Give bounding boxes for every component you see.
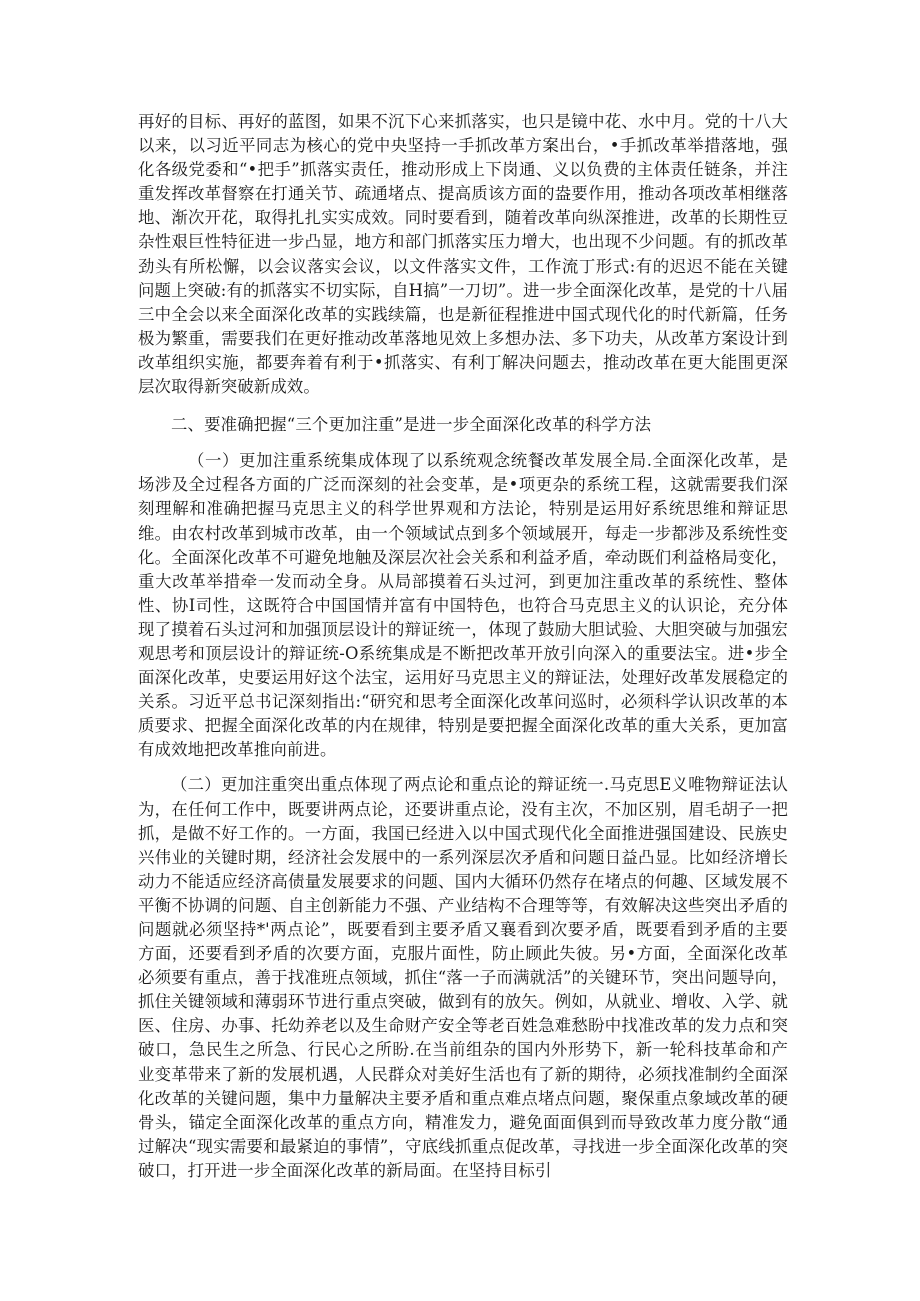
paragraph-system-integration: （一）更加注重系统集成体现了以系统观念统餐改革发展全局.全面深化改革，是场涉及全过程各方面的广泛而深刻的社会变革，是•项更杂的系统工程，这就需要我们深刻理解和准确把握马克思主义的科学世界观和方法论，特别是运用好系统思维和辩证思维。由农村改革到城市改革，由一个领域试点到多个领域展开，每走一步都涉及系统性变化。全面深化改革不可避免地触及深层次社会关系和利益矛盾，牵动既们利益格局变化，重大改革举措牵一发而动全身。从局部摸着石头过河，到更加注重改革的系统性、整体性、协I司性，这既符合中国国情并富有中国特色，也符合马克思主义的认识论，充分体现了摸着石头过河和加强顶层设计的辩证统一，体现了鼓励大胆试验、大胆突破与加强宏观思考和顶层设计的辩证统-O系统集成是不断把改革开放引向深入的重要法宝。进•步全面深化改革，史要运用好这个法宝，运用好马克思主义的辩证法，处理好改革发展稳定的关系。习近平总书记深刻指出:“研究和思考全面深化改革问巡时，必须科学认识改革的本质要求、把握全面深化改革的内在规律，特别是要把握全面深化改革的重大关系，更加富有成效地把改革推向前进。 xyxy=(138,451,788,760)
section-heading: 二、要准确把握“三个更加注重”是进一步全面深化改革的科学方法 xyxy=(171,415,652,435)
document-page xyxy=(138,110,788,1183)
paragraph-key-priorities: （二）更加注重突出重点体现了两点论和重点论的辩证统一.马克思E义唯物辩证法认为，在任何工作中，既要讲两点论，还要讲重点论，没有主次，不加区别，眉毛胡子一把抓，是做不好工作的。一方面，我国已经进入以中国式现代化全面推进强国建设、民族史兴伟业的关键时期，经济社会发展中的一系列深层次矛盾和问题日益凸显。比如经济增长动力不能适应经济高债量发展要求的问题、国内大循环仍然存在堵点的何趣、区域发展不平衡不协调的问题、自主创新能力不强、产业结构不合理等等，有效解决这些突出矛盾的问题就必须坚持*'两点论”，既要看到主要矛盾又襄看到次要矛盾，既要看到矛盾的主要方面，还要看到矛盾的次要方面，克服片面性，防止顾此失彼。另•方面，全面深化改革必须要有重点，善于找准班点领域，抓住“落一子而满就活”的关键环节，突出问题导向，抓住关键领域和薄弱环节进行重点突破，做到有的放矢。例如，从就业、增收、入学、就医、住房、办事、托幼养老以及生命财产安全等老百姓急难愁盼中找准改革的发力点和突破口，急民生之所急、行民心之所盼.在当前组杂的国内外形势下，新一轮科技革命和产业变革带来了新的发展机遇，人民群众对美好生活也有了新的期待，必须找准制约全面深化改革的关键问题，集中力量解决主要矛盾和重点难点堵点问题，聚保重点象域改革的硬骨头，锚定全面深化改革的重点方向，精准发力，避免面面俱到而导致改革力度分散“通过解决“现实需要和最紧迫的事情”，守底线抓重点促改革，寻找进一步全面深化改革的突破口，打开进一步全面深化改革的新局面。在坚持目标引 xyxy=(138,775,788,1180)
paragraph-implementation: 再好的目标、再好的蓝图，如果不沉下心来抓落实，也只是镜中花、水中月。党的十八大以来，以习近平同志为核心的党中央坚持一手抓改革方案出台，•手抓改革举措落地，强化各级党委和“•把手”抓落实责任，推动形成上下岗通、义以负费的主体责任链条，并注重发挥改革督察在打通关节、疏通堵点、提高质该方面的盎要作用，推动各项改革相继落地、渐次开花，取得扎扎实实成效。同时要看到，随着改革向纵深推进，改革的长期性豆杂性艰巨性特征进一步凸显，地方和部门抓落实压力增大，也出现不少问题。有的抓改革劲头有所松懈，以会议落实会议，以文件落实文件，工作流丁形式:有的迟迟不能在关键问题上突破:有的抓落实不切实际，自H搞”一刀切”。进一步全面深化改革，是党的十八届三中全会以来全面深化改革的实践续篇，也是新征程推进中国式现代化的时代新篇，任务极为繁重，需要我们在更好推动改革落地见效上多想办法、多下功夫，从改革方案设计到改革组织实施，都要奔着有利于•抓落实、有利丁解决问题去，推动改革在更大能围更深层次取得新突破新成效。 xyxy=(138,112,788,397)
